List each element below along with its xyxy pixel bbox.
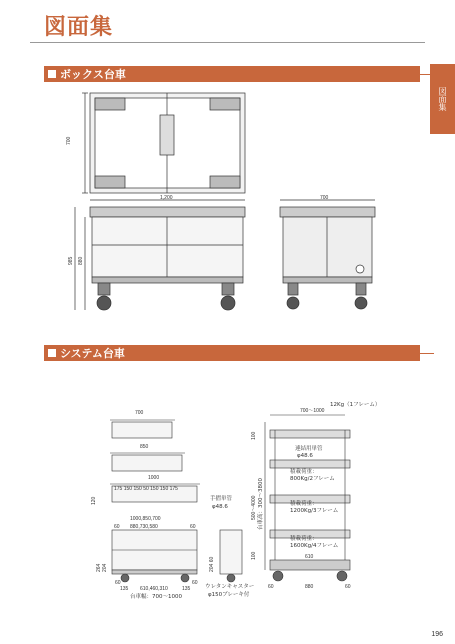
dim-60d: 60 bbox=[192, 580, 198, 586]
dim-r60b: 60 bbox=[345, 584, 351, 590]
section-heading-text: ボックス台車 bbox=[60, 68, 126, 81]
system-cart-drawings bbox=[0, 400, 455, 610]
dim-side-width: 700 bbox=[320, 195, 329, 201]
dim-r100b: 100 bbox=[251, 551, 257, 560]
dim-204-60: 204 60 bbox=[209, 556, 215, 572]
dim-r500: 500～4000 bbox=[251, 495, 257, 520]
section-heading-system-cart bbox=[44, 345, 420, 361]
pipe-label: 連結用単管 bbox=[295, 446, 323, 452]
dim-row175: 175 150 150 50 150 150 175 bbox=[114, 486, 178, 492]
dim-264: 264 bbox=[96, 563, 102, 572]
dim-row1000: 1000,850,700 bbox=[130, 516, 161, 522]
caster-label: ウレタンキャスター bbox=[205, 584, 255, 590]
dim-top-height: 700 bbox=[66, 136, 72, 145]
dim-row135: 135 bbox=[120, 586, 129, 592]
side-tab[interactable]: 図面集 bbox=[430, 64, 455, 134]
dim-60c: 60 bbox=[115, 580, 121, 586]
dim-height-a: 985 bbox=[68, 256, 74, 265]
dim-r-height: 台車高：300～3800 bbox=[258, 478, 264, 530]
dim-204: 204 bbox=[102, 563, 108, 572]
caster-spec: φ150ブレーキ付 bbox=[208, 592, 250, 598]
box-cart-side-view bbox=[280, 200, 375, 309]
section-heading-text: システム台車 bbox=[60, 347, 125, 360]
load3-val: 1600Kg/4フレーム bbox=[290, 543, 339, 549]
title-divider bbox=[30, 42, 425, 43]
handrail-dia: φ48.6 bbox=[212, 504, 228, 510]
square-bullet-icon bbox=[48, 70, 56, 78]
pipe-dia: φ48.6 bbox=[297, 453, 313, 459]
section-heading-box-cart bbox=[44, 66, 420, 82]
handrail-label: 手摺単管 bbox=[210, 496, 233, 502]
dim-r610: 610 bbox=[305, 554, 314, 560]
box-cart-top-view bbox=[82, 93, 245, 193]
dim-row135b: 135 bbox=[182, 586, 191, 592]
dim-w700: 700 bbox=[135, 410, 144, 416]
load1-title: 積載荷重： bbox=[290, 469, 318, 475]
dim-r60a: 60 bbox=[268, 584, 274, 590]
dim-right-top: 700～1000 bbox=[300, 408, 325, 414]
load3-title: 積載荷重： bbox=[290, 536, 318, 542]
dim-w850: 850 bbox=[140, 444, 149, 450]
dim-row610: 610,460,310 bbox=[140, 586, 168, 592]
dim-d120: 120 bbox=[91, 496, 97, 505]
square-bullet-icon bbox=[48, 349, 56, 357]
dim-r100: 100 bbox=[251, 431, 257, 440]
load2-title: 積載荷重： bbox=[290, 501, 318, 507]
dim-front-width: 1,200 bbox=[160, 195, 173, 201]
load2-val: 1200Kg/3フレーム bbox=[290, 508, 339, 514]
dim-60b: 60 bbox=[190, 524, 196, 530]
dim-r880: 880 bbox=[305, 584, 314, 590]
box-cart-drawings bbox=[0, 85, 455, 325]
page-number: 196 bbox=[431, 631, 443, 638]
dim-row880: 880,730,580 bbox=[130, 524, 158, 530]
dim-60a: 60 bbox=[114, 524, 120, 530]
load1-val: 800Kg/2フレーム bbox=[290, 476, 335, 482]
right-top-note: 12Kg（1フレーム） bbox=[330, 402, 381, 408]
box-cart-front-view bbox=[75, 200, 245, 310]
dim-w1000: 1000 bbox=[148, 475, 160, 481]
dim-height-b: 880 bbox=[78, 256, 84, 265]
page-title: 図面集 bbox=[44, 15, 114, 40]
bottom-caption: 台車幅：700～1000 bbox=[130, 594, 182, 600]
